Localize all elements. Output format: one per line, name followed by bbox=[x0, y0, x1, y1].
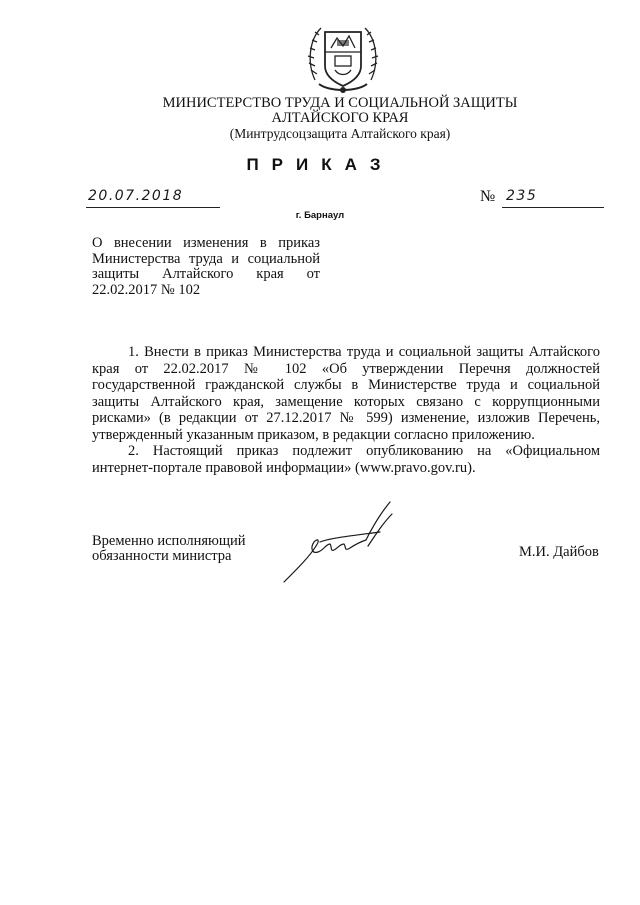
signatory-role bbox=[92, 534, 246, 564]
ministry-header bbox=[130, 96, 550, 141]
signature-icon bbox=[280, 498, 410, 584]
number-field bbox=[502, 188, 604, 208]
body-paragraph-1: 1. Внести в приказ Министерства труда и социальной защиты Алтайского края от 22.02.2017 № 102 «Об утверждении Перечня должностей государственной гражданской службы в Министерстве труда и социальной защиты Алтайского края, замещение которых связано с коррупционными рисками» (в редакции от 27.12.2017 № 599) изменение, изложив Перечень, утвержденный указанным приказом, в редакции согласно приложению. bbox=[92, 344, 600, 443]
signatory-role-line1: Временно исполняющий bbox=[92, 533, 246, 549]
order-body bbox=[92, 344, 600, 476]
signatory-name: М.И. Дайбов bbox=[519, 544, 599, 560]
ministry-name-line2: АЛТАЙСКОГО КРАЯ bbox=[271, 110, 409, 126]
city-label: г. Барнаул bbox=[295, 210, 345, 221]
date-field bbox=[86, 188, 220, 208]
document-title: ПРИКАЗ bbox=[246, 155, 394, 174]
signatory-role-line2: обязанности министра bbox=[92, 548, 232, 564]
ministry-name-line1: МИНИСТЕРСТВО ТРУДА И СОЦИАЛЬНОЙ ЗАЩИТЫ bbox=[162, 95, 518, 111]
number-label: № bbox=[480, 188, 496, 205]
ministry-short-name: (Минтрудсоцзащита Алтайского края) bbox=[229, 126, 451, 141]
coat-of-arms-icon bbox=[305, 18, 381, 98]
body-paragraph-2: 2. Настоящий приказ подлежит опубликованию на «Официальном интернет-портале правовой информации» (www.pravo.gov.ru). bbox=[92, 443, 600, 476]
order-date: 20.07.2018 bbox=[88, 188, 184, 204]
order-number: 235 bbox=[506, 188, 538, 204]
order-subject: О внесении изменения в приказ Министерства труда и социальной защиты Алтайского края от 22.02.2017 № 102 bbox=[92, 235, 320, 298]
